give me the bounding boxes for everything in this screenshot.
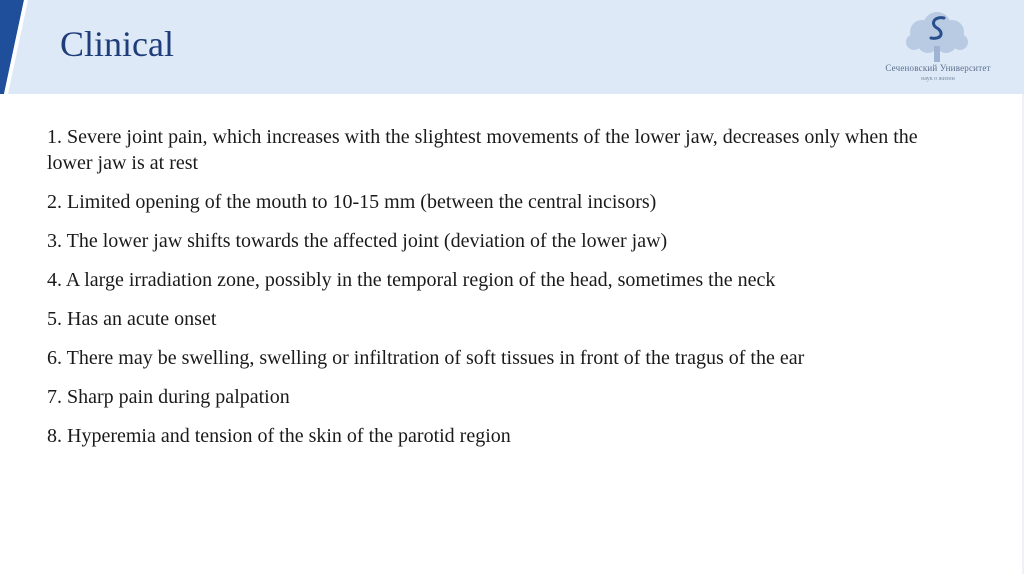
slide-title: Clinical <box>60 24 174 64</box>
list-item: 8. Hyperemia and tension of the skin of the parotid region <box>47 425 511 447</box>
clinical-signs-list <box>47 124 927 462</box>
list-item: 3. The lower jaw shifts towards the affected joint (deviation of the lower jaw) <box>47 230 668 252</box>
list-item: 7. Sharp pain during palpation <box>47 386 290 408</box>
list-item: 1. Severe joint pain, which increases with the slightest movements of the lower jaw, decreases only when the lower jaw is at rest <box>47 126 918 174</box>
logo-name: Сеченовский Университет <box>885 63 991 73</box>
tree-logo-icon <box>904 8 970 64</box>
list-item: 6. There may be swelling, swelling or infiltration of soft tissues in front of the tragus of the ear <box>47 347 805 369</box>
logo-motto: наук о жизни <box>921 76 955 82</box>
list-item: 5. Has an acute onset <box>47 308 217 330</box>
header-band <box>0 0 1024 94</box>
list-item: 2. Limited opening of the mouth to 10-15 mm (between the central incisors) <box>47 191 657 213</box>
university-logo <box>880 6 996 88</box>
list-item: 4. A large irradiation zone, possibly in the temporal region of the head, sometimes the neck <box>47 269 776 291</box>
